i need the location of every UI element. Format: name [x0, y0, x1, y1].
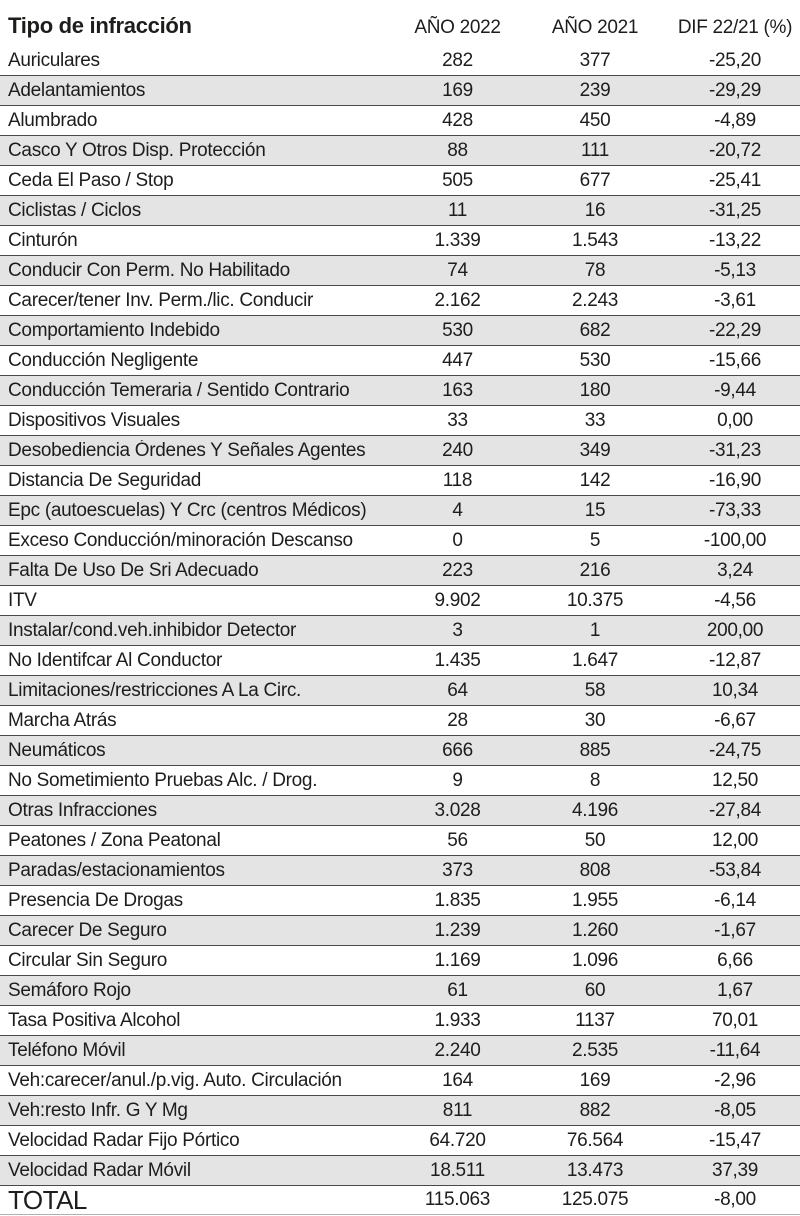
year-2022-cell: 2.162: [434, 289, 481, 311]
table-row: [0, 855, 800, 885]
infraction-type-cell: Carecer/tener Inv. Perm./lic. Conducir: [8, 289, 314, 311]
infraction-type-cell: No Identifcar Al Conductor: [8, 649, 222, 671]
dif-percent-cell: 3,24: [717, 559, 753, 581]
table-row: [0, 75, 800, 105]
infraction-type-cell: Conducción Negligente: [8, 349, 199, 371]
dif-percent-cell: -11,64: [709, 1039, 761, 1061]
infraction-type-cell: Dispositivos Visuales: [8, 409, 180, 431]
year-2022-cell: 530: [442, 319, 473, 341]
infraction-type-cell: Conducir Con Perm. No Habilitado: [8, 259, 290, 281]
year-2022-cell: 3.028: [434, 799, 481, 821]
year-2021-cell: 239: [579, 79, 611, 101]
year-2021-cell: 377: [579, 49, 611, 71]
year-2021-cell: 682: [579, 319, 611, 341]
dif-percent-cell: -27,84: [708, 799, 762, 821]
dif-percent-cell: -25,20: [708, 49, 762, 71]
infraction-type-cell: Alumbrado: [8, 109, 98, 131]
year-2021-cell: 808: [579, 859, 611, 881]
year-2022-cell: 169: [442, 79, 473, 101]
table-row: [0, 285, 800, 315]
year-2021-cell: 882: [579, 1099, 611, 1121]
year-2021-cell: 1.647: [571, 649, 619, 671]
year-2021-cell: 78: [584, 259, 606, 281]
dif-percent-cell: 1,67: [717, 979, 753, 1001]
infraction-type-cell: Circular Sin Seguro: [8, 949, 168, 971]
total-label: TOTAL: [8, 1184, 87, 1215]
year-2021-cell: 50: [584, 829, 606, 851]
year-2021-cell: 1.096: [571, 949, 619, 971]
infraction-type-cell: Ceda El Paso / Stop: [8, 169, 174, 191]
infraction-type-cell: Carecer De Seguro: [8, 919, 167, 941]
table-row: [0, 195, 800, 225]
dif-percent-cell: -25,41: [708, 169, 762, 191]
year-2021-cell: 1.260: [571, 919, 619, 941]
year-2022-cell: 240: [442, 439, 473, 461]
dif-percent-cell: -3,61: [714, 289, 756, 311]
table-body: [0, 46, 800, 1185]
dif-percent-cell: -20,72: [708, 139, 762, 161]
infraction-type-cell: Presencia De Drogas: [8, 889, 183, 911]
dif-percent-cell: 6,66: [717, 949, 753, 971]
year-2022-cell: 666: [442, 739, 473, 761]
column-header-type: Tipo de infracción: [8, 13, 192, 38]
table-header: [0, 0, 800, 46]
table-row: [0, 435, 800, 465]
dif-percent-cell: -13,22: [708, 229, 762, 251]
year-2021-cell: 76.564: [566, 1129, 624, 1151]
total-2022: 115.063: [424, 1189, 491, 1210]
year-2022-cell: 811: [442, 1099, 473, 1121]
year-2021-cell: 5: [589, 529, 601, 551]
dif-percent-cell: -9,44: [714, 379, 756, 401]
dif-percent-cell: -6,67: [714, 709, 756, 731]
infraction-type-cell: ITV: [8, 589, 37, 611]
year-2021-cell: 111: [581, 139, 609, 161]
year-2021-cell: 216: [579, 559, 611, 581]
year-2021-cell: 58: [584, 679, 606, 701]
table-row: [0, 525, 800, 555]
infraction-type-cell: Auriculares: [8, 49, 100, 71]
dif-percent-cell: -1,67: [714, 919, 756, 941]
dif-percent-cell: -31,23: [708, 439, 762, 461]
infraction-type-cell: Semáforo Rojo: [8, 979, 131, 1001]
year-2021-cell: 13.473: [566, 1159, 624, 1181]
infraction-type-cell: Peatones / Zona Peatonal: [8, 829, 221, 851]
year-2022-cell: 9.902: [434, 589, 481, 611]
dif-percent-cell: 0,00: [717, 409, 753, 431]
column-header-2022: AÑO 2022: [414, 17, 501, 38]
year-2021-cell: 169: [579, 1069, 611, 1091]
table-row: [0, 975, 800, 1005]
table-row: [0, 1095, 800, 1125]
dif-percent-cell: -100,00: [703, 529, 767, 551]
infraction-type-cell: Veh:carecer/anul./p.vig. Auto. Circulación: [8, 1069, 342, 1091]
infraction-type-cell: Veh:resto Infr. G Y Mg: [8, 1099, 188, 1121]
year-2022-cell: 2.240: [434, 1039, 481, 1061]
table-row: [0, 705, 800, 735]
infraction-type-cell: Conducción Temeraria / Sentido Contrario: [8, 379, 350, 401]
year-2021-cell: 8: [589, 769, 601, 791]
infraction-type-cell: Marcha Atrás: [8, 709, 117, 731]
year-2021-cell: 2.243: [571, 289, 619, 311]
infraction-type-cell: Cinturón: [8, 229, 78, 251]
year-2022-cell: 33: [447, 409, 468, 431]
year-2021-cell: 10.375: [566, 589, 624, 611]
table-row: [0, 46, 800, 75]
table-row: [0, 645, 800, 675]
year-2022-cell: 505: [442, 169, 473, 191]
year-2022-cell: 282: [442, 49, 473, 71]
year-2022-cell: 28: [447, 709, 468, 731]
dif-percent-cell: -15,47: [708, 1129, 762, 1151]
table-row: [0, 255, 800, 285]
dif-percent-cell: -5,13: [714, 259, 756, 281]
dif-percent-cell: -29,29: [708, 79, 762, 101]
infraction-type-cell: Desobediencia Órdenes Y Señales Agentes: [8, 439, 366, 461]
year-2022-cell: 4: [452, 499, 463, 521]
dif-percent-cell: 12,00: [711, 829, 759, 851]
table-row: [0, 675, 800, 705]
dif-percent-cell: -8,05: [714, 1099, 756, 1121]
infraction-type-cell: Limitaciones/restricciones A La Circ.: [8, 679, 302, 701]
year-2021-cell: 16: [584, 199, 606, 221]
year-2021-cell: 1.955: [571, 889, 619, 911]
table-row: [0, 465, 800, 495]
dif-percent-cell: 200,00: [706, 619, 764, 641]
infraction-type-cell: Paradas/estacionamientos: [8, 859, 225, 881]
year-2022-cell: 447: [442, 349, 473, 371]
table-row: [0, 825, 800, 855]
infraction-type-cell: Otras Infracciones: [8, 799, 157, 821]
infraction-type-cell: Neumáticos: [8, 739, 106, 761]
table-row: [0, 795, 800, 825]
total-2021: 125.075: [561, 1189, 629, 1210]
dif-percent-cell: 10,34: [711, 679, 759, 701]
year-2021-cell: 30: [584, 709, 606, 731]
year-2022-cell: 74: [447, 259, 468, 281]
year-2021-cell: 885: [579, 739, 611, 761]
year-2021-cell: 4.196: [571, 799, 619, 821]
infraction-type-cell: Falta De Uso De Sri Adecuado: [8, 559, 259, 581]
year-2022-cell: 1.169: [434, 949, 481, 971]
table-row: [0, 945, 800, 975]
table-row: [0, 165, 800, 195]
year-2022-cell: 56: [447, 829, 468, 851]
table-row: [0, 375, 800, 405]
table-row: [0, 555, 800, 585]
year-2021-cell: 1137: [575, 1009, 615, 1031]
year-2022-cell: 11: [447, 199, 468, 221]
year-2021-cell: 180: [579, 379, 611, 401]
year-2022-cell: 18.511: [430, 1159, 485, 1181]
year-2022-cell: 1.339: [434, 229, 481, 251]
year-2022-cell: 1.933: [434, 1009, 481, 1031]
table-row: [0, 915, 800, 945]
dif-percent-cell: -73,33: [708, 499, 762, 521]
infraction-type-cell: No Sometimiento Pruebas Alc. / Drog.: [8, 769, 318, 791]
year-2021-cell: 60: [584, 979, 606, 1001]
column-header-dif: DIF 22/21 (%): [677, 17, 793, 38]
infraction-type-cell: Tasa Positiva Alcohol: [8, 1009, 181, 1031]
infraction-type-cell: Comportamiento Indebido: [8, 319, 220, 341]
table-row: [0, 135, 800, 165]
year-2021-cell: 15: [584, 499, 606, 521]
table-row: [0, 615, 800, 645]
year-2021-cell: 530: [579, 349, 611, 371]
year-2022-cell: 1.239: [434, 919, 481, 941]
table-row: [0, 105, 800, 135]
year-2021-cell: 142: [579, 469, 611, 491]
dif-percent-cell: -31,25: [708, 199, 762, 221]
table-row: [0, 225, 800, 255]
dif-percent-cell: -16,90: [708, 469, 762, 491]
infraction-type-cell: Velocidad Radar Móvil: [8, 1159, 191, 1181]
table-row: [0, 345, 800, 375]
dif-percent-cell: 12,50: [711, 769, 759, 791]
dif-percent-cell: 70,01: [711, 1009, 759, 1031]
table-row: [0, 1065, 800, 1095]
dif-percent-cell: -12,87: [708, 649, 762, 671]
year-2022-cell: 88: [447, 139, 468, 161]
infraction-type-cell: Teléfono Móvil: [8, 1039, 126, 1061]
year-2022-cell: 64: [447, 679, 468, 701]
year-2022-cell: 163: [442, 379, 473, 401]
table-row: [0, 735, 800, 765]
infraction-type-cell: Exceso Conducción/minoración Descanso: [8, 529, 353, 551]
year-2021-cell: 450: [579, 109, 611, 131]
year-2022-cell: 428: [442, 109, 473, 131]
dif-percent-cell: -22,29: [708, 319, 762, 341]
year-2022-cell: 164: [442, 1069, 473, 1091]
dif-percent-cell: 37,39: [711, 1159, 759, 1181]
infraction-type-cell: Casco Y Otros Disp. Protección: [8, 139, 266, 161]
year-2022-cell: 61: [447, 979, 468, 1001]
year-2022-cell: 223: [442, 559, 473, 581]
infraction-type-cell: Velocidad Radar Fijo Pórtico: [8, 1129, 240, 1151]
infraction-type-cell: Epc (autoescuelas) Y Crc (centros Médicos): [8, 499, 367, 521]
dif-percent-cell: -4,56: [714, 589, 756, 611]
infraction-type-cell: Adelantamientos: [8, 79, 146, 101]
total-dif: -8,00: [714, 1189, 756, 1210]
table-row: [0, 315, 800, 345]
dif-percent-cell: -4,89: [714, 109, 756, 131]
infraction-type-cell: Instalar/cond.veh.inhibidor Detector: [8, 619, 297, 641]
year-2021-cell: 677: [579, 169, 611, 191]
year-2022-cell: 373: [442, 859, 473, 881]
year-2021-cell: 33: [584, 409, 606, 431]
dif-percent-cell: -6,14: [714, 889, 756, 911]
table-row: [0, 1035, 800, 1065]
year-2021-cell: 2.535: [571, 1039, 619, 1061]
table-row: [0, 405, 800, 435]
year-2021-cell: 1.543: [571, 229, 619, 251]
year-2022-cell: 9: [452, 769, 463, 791]
table-row: [0, 885, 800, 915]
table-row: [0, 585, 800, 615]
table-row: [0, 765, 800, 795]
table-row: [0, 1155, 800, 1185]
dif-percent-cell: -24,75: [708, 739, 762, 761]
year-2021-cell: 1: [589, 619, 601, 641]
table-row: [0, 495, 800, 525]
infraction-type-cell: Ciclistas / Ciclos: [8, 199, 141, 221]
table-row: [0, 1005, 800, 1035]
year-2022-cell: 1.435: [434, 649, 481, 671]
table-row: [0, 1125, 800, 1155]
column-header-2021: AÑO 2021: [551, 17, 639, 38]
year-2022-cell: 64.720: [429, 1129, 486, 1151]
dif-percent-cell: -53,84: [708, 859, 762, 881]
year-2022-cell: 118: [442, 469, 473, 491]
dif-percent-cell: -2,96: [714, 1069, 756, 1091]
year-2021-cell: 349: [579, 439, 611, 461]
year-2022-cell: 3: [452, 619, 463, 641]
infraction-type-cell: Distancia De Seguridad: [8, 469, 202, 491]
dif-percent-cell: -15,66: [708, 349, 762, 371]
year-2022-cell: 0: [452, 529, 463, 551]
table-total-row: [0, 1185, 800, 1215]
year-2022-cell: 1.835: [434, 889, 481, 911]
